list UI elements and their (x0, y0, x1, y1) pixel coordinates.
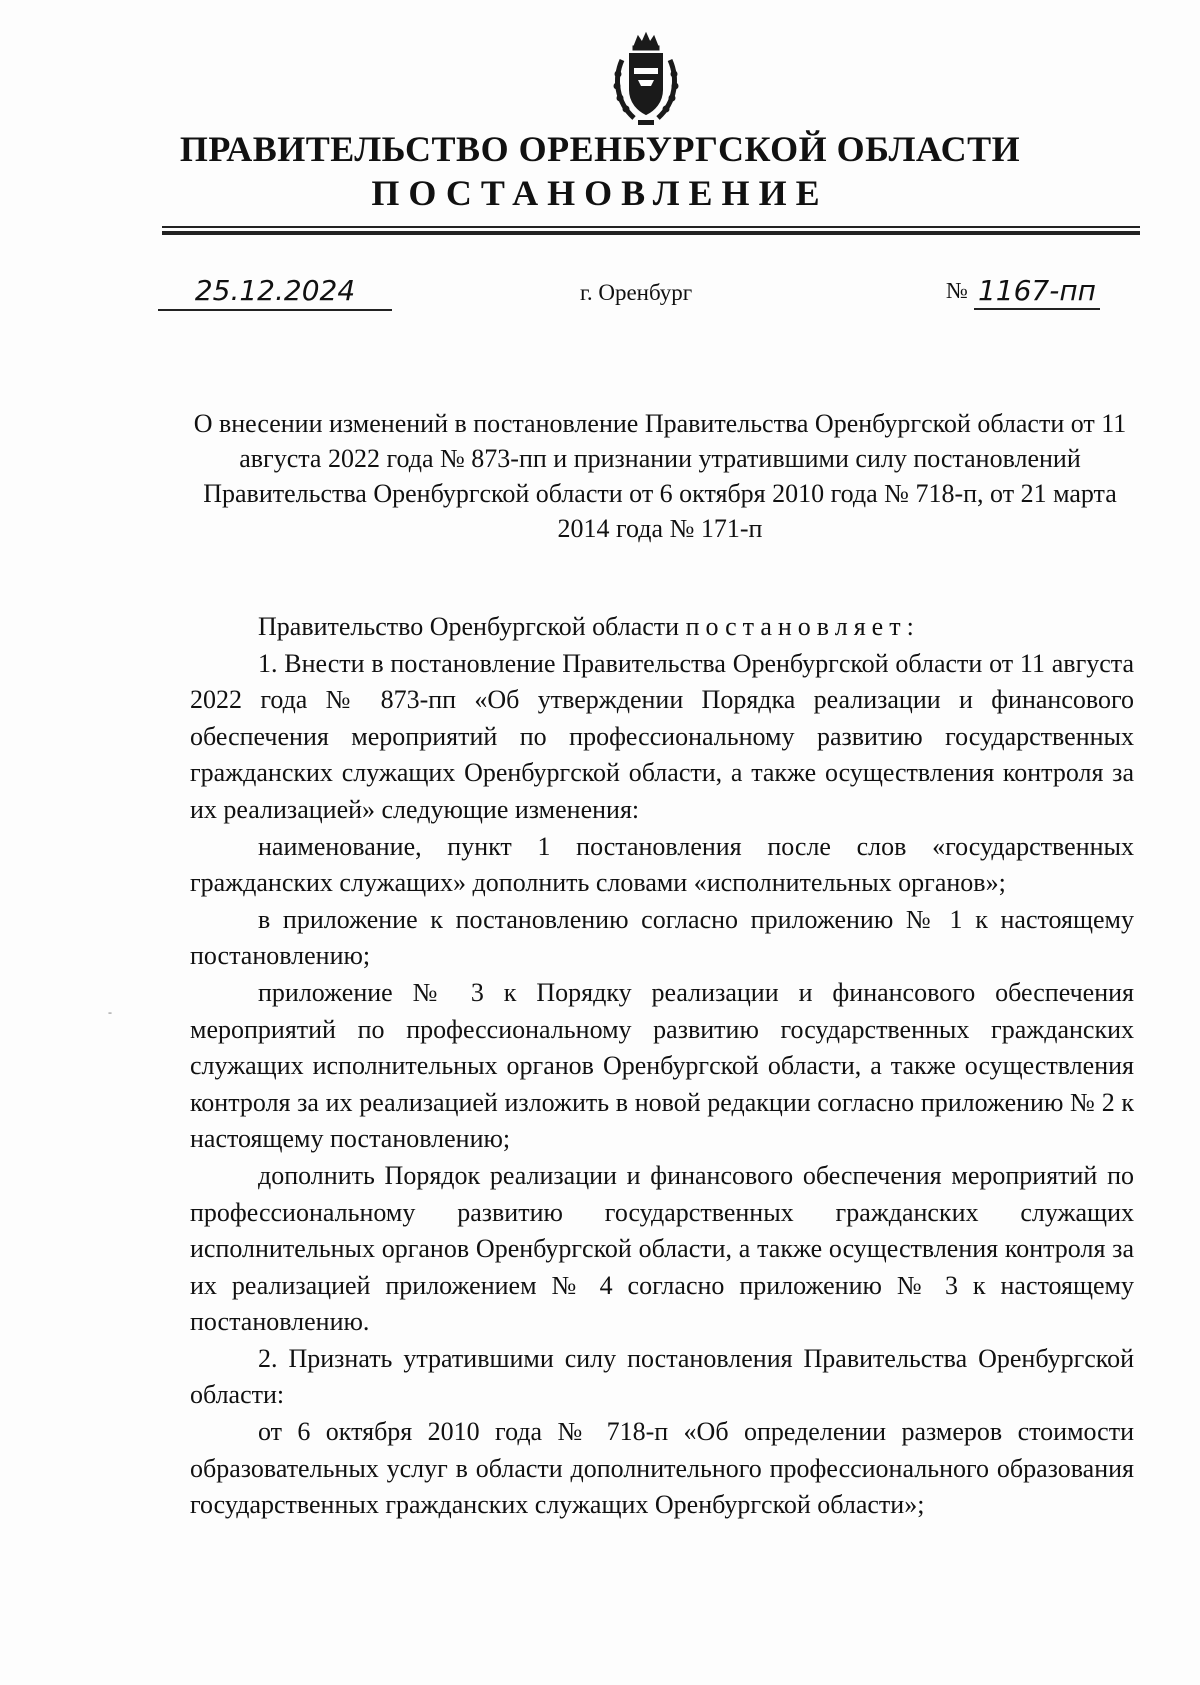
document-city: г. Оренбург (580, 280, 693, 305)
document-number (946, 274, 1100, 310)
header-divider-thick (162, 231, 1140, 235)
document-date: 25.12.2024 (158, 274, 392, 311)
number-value: 1167-пп (974, 274, 1100, 310)
government-name: ПРАВИТЕЛЬСТВО ОРЕНБУРГСКОЙ ОБЛАСТИ (179, 129, 1021, 169)
preamble (190, 609, 1134, 646)
paragraph: дополнить Порядок реализации и финансового обеспечения мероприятий по профессиональному развитию государственных гражданских служащих исполнительных органов Оренбургской области, а также осуществления контроля за их реализацией приложением № 4 согласно приложению № 3 к настоящему постановлению. (190, 1160, 1134, 1337)
paragraph: приложение № 3 к Порядку реализации и финансового обеспечения мероприятий по профессиональному развитию государственных гражданских служащих исполнительных органов Оренбургской области, а также осуществления контроля за их реализацией изложить в новой редакции согласно приложению № 2 к настоящему постановлению; (190, 977, 1134, 1154)
paragraph: в приложение к постановлению согласно приложению № 1 к настоящему постановлению; (190, 904, 1134, 971)
paragraph: 2. Признать утратившими силу постановления Правительства Оренбургской области: (190, 1343, 1134, 1410)
paragraph: 1. Внести в постановление Правительства Оренбургской области от 11 августа 2022 года № 873-пп «Об утверждении Порядка реализации и финансового обеспечения мероприятий по профессиональному развитию государственных гражданских служащих Оренбургской области, а также осуществления контроля за их реализацией» следующие изменения: (190, 648, 1134, 824)
paragraph: от 6 октября 2010 года № 718-п «Об определении размеров стоимости образовательных услуг в области дополнительного профессионального образования государственных гражданских служащих Оренбургской области»; (190, 1417, 1134, 1520)
paragraph: наименование, пункт 1 постановления после слов «государственных гражданских служащих» дополнить словами «исполнительных органов»; (190, 831, 1134, 898)
header-divider-thin (162, 226, 1140, 228)
margin-mark: - (108, 1005, 112, 1019)
number-sign: № (946, 278, 968, 303)
document-title: О внесении изменений в постановление Правительства Оренбургской области от 11 августа 2022 года № 873-пп и признании утратившими силу постановлений Правительства Оренбургской области от 6 октября 2010 года № 718-п, от 21 марта 2014 года № 171-п (193, 409, 1127, 543)
preamble-text: Правительство Оренбургской области (258, 612, 680, 641)
document-type: ПОСТАНОВЛЕНИЕ (371, 173, 829, 213)
document-body (190, 609, 1134, 1524)
preamble-action: постановляет: (685, 612, 920, 641)
coat-of-arms-emblem (608, 30, 684, 126)
